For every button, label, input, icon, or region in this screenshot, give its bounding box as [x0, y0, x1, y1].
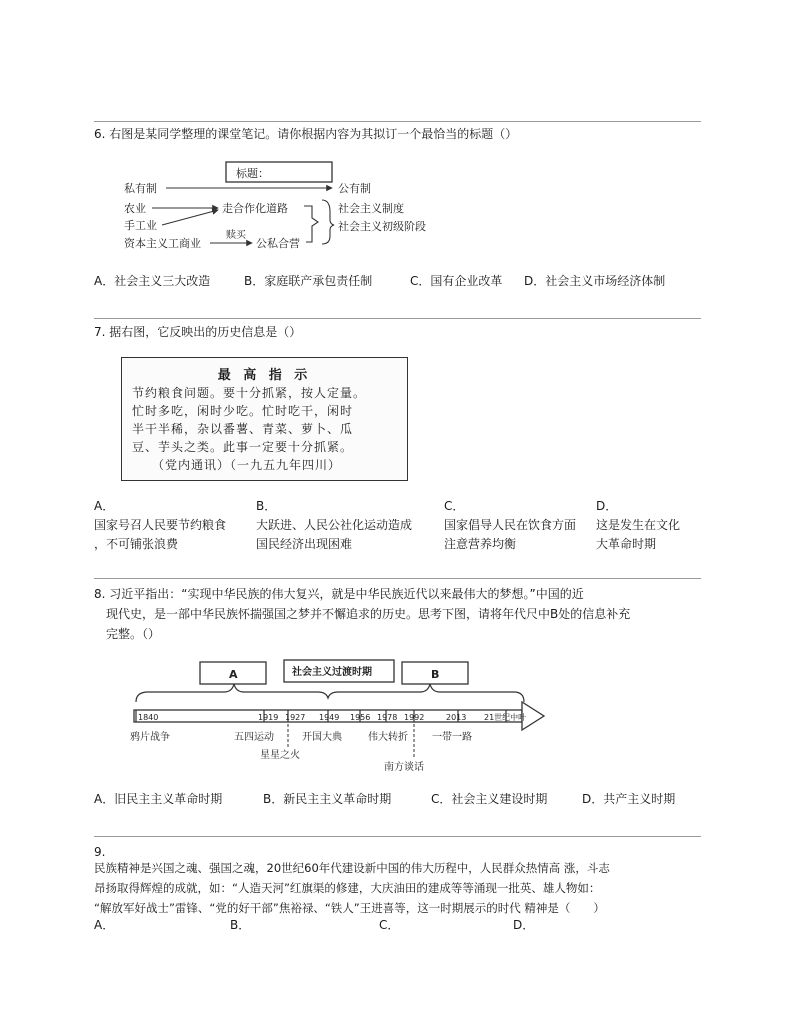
q8-stem-line-3: 完整。（） — [106, 627, 161, 641]
q8-box-b-label: B — [431, 668, 440, 681]
q8-year-8: 21世纪中叶 — [484, 713, 527, 722]
q6-option-b[interactable]: B．家庭联产承包责任制 — [244, 274, 373, 288]
q6-middle-0: 走合作化道路 — [222, 202, 288, 215]
q6-right-top: 公有制 — [338, 182, 371, 195]
q7-quote-box — [121, 357, 408, 481]
q8-event-1: 五四运动 — [234, 732, 274, 743]
q6-arrow-label: 赎买 — [226, 230, 246, 241]
q8-event-3: 伟大转折 — [368, 732, 408, 743]
q6-left-1: 农业 — [124, 202, 146, 215]
q7-option-c[interactable]: C． 国家倡导人民在饮食方面 注意营养均衡 — [444, 499, 577, 551]
q8-event-4: 一带一路 — [432, 732, 472, 743]
q9-stem-line-1: 民族精神是兴国之魂、强国之魂，20世纪60年代建设新中国的伟大历程中，人民群众热情高 涨，斗志 — [94, 861, 610, 875]
q6-option-a[interactable]: A．社会主义三大改造 — [94, 274, 211, 288]
q7-option-a[interactable]: A． 国家号召人民要节约粮食 ，不可铺张浪费 — [94, 499, 227, 551]
divider-q7 — [94, 318, 701, 319]
q8-year-4: 1956 — [350, 713, 371, 722]
q8-year-7: 2013 — [446, 713, 467, 722]
q7-quote-line-5: （党内通讯）（一九五九年四川） — [152, 458, 342, 472]
q9-option-b[interactable]: B． — [230, 918, 251, 932]
q8-option-a[interactable]: A．旧民主主义革命时期 — [94, 792, 223, 806]
q6-middle-1: 公私合营 — [256, 237, 300, 250]
q6-stem: 6. 右图是某同学整理的课堂笔记。请你根据内容为其拟订一个最恰当的标题（） — [94, 127, 518, 141]
q8-year-6: 1992 — [404, 713, 425, 722]
q9-number: 9. — [94, 845, 106, 859]
q8-timeline — [128, 652, 552, 774]
q8-year-3: 1949 — [319, 713, 340, 722]
q8-year-5: 1978 — [377, 713, 398, 722]
q6-left-0: 私有制 — [124, 182, 157, 195]
q8-year-2: 1927 — [285, 713, 306, 722]
q8-stem-line-2: 现代史，是一部中华民族怀揣强国之梦并不懈追求的历史。思考下图，请将年代尺中B处的信息补充 — [106, 607, 631, 621]
divider-q6 — [94, 121, 701, 122]
q6-right-1: 社会主义初级阶段 — [338, 220, 426, 233]
q7-quote-line-3: 半干半稀，杂以番薯、青菜、萝卜、瓜 — [132, 422, 354, 436]
q9-option-a[interactable]: A． — [94, 918, 115, 932]
q6-diagram — [118, 158, 448, 256]
q9-stem-line-3: “解放军好战士”雷锋、“党的好干部”焦裕禄、“铁人”王进喜等，这一时期展示的时代 精神是（ ） — [94, 901, 605, 915]
q7-quote-title: 最 高 指 示 — [217, 368, 312, 383]
q9-stem-line-2: 昂扬取得辉煌的成就，如：“人造天河”红旗渠的修建，大庆油田的建成等等涌现一批英、雄人物如： — [94, 881, 601, 895]
divider-q8 — [94, 578, 701, 579]
q8-event-bottom-1: 南方谈话 — [384, 762, 424, 773]
q8-box-a-label: A — [229, 668, 238, 681]
q8-event-0: 鸦片战争 — [130, 732, 170, 743]
q6-left-3: 资本主义工商业 — [124, 237, 201, 250]
q7-option-b[interactable]: B． 大跃进、人民公社化运动造成 国民经济出现困难 — [256, 499, 413, 551]
q7-quote-line-2: 忙时多吃，闲时少吃。忙时吃干，闲时 — [132, 404, 354, 418]
q7-stem: 7. 据右图，它反映出的历史信息是（） — [94, 325, 302, 339]
q7-quote-line-1: 节约粮食问题。要十分抓紧，按人定量。 — [132, 386, 367, 400]
q8-event-bottom-0: 星星之火 — [260, 750, 300, 761]
q8-option-c[interactable]: C．社会主义建设时期 — [431, 792, 548, 806]
q8-event-2: 开国大典 — [302, 732, 342, 743]
q9-option-c[interactable]: C． — [379, 918, 400, 932]
q6-right-0: 社会主义制度 — [338, 202, 404, 215]
q8-option-b[interactable]: B．新民主主义革命时期 — [263, 792, 392, 806]
q6-option-c[interactable]: C．国有企业改革 — [410, 274, 503, 288]
q6-left-2: 手工业 — [124, 219, 157, 232]
q6-title-label: 标题： — [236, 167, 269, 180]
q8-option-d[interactable]: D．共产主义时期 — [582, 792, 676, 806]
q8-box-mid-label: 社会主义过渡时期 — [292, 667, 372, 678]
q7-option-d[interactable]: D． 这是发生在文化 大革命时期 — [596, 499, 681, 551]
q6-option-d[interactable]: D．社会主义市场经济体制 — [524, 274, 666, 288]
q8-year-0: 1840 — [138, 713, 159, 722]
q8-year-1: 1919 — [258, 713, 279, 722]
q7-quote-line-4: 豆、芋头之类。此事一定要十分抓紧。 — [132, 440, 354, 454]
divider-q9 — [94, 836, 701, 837]
q8-stem-line-1: 8. 习近平指出：“实现中华民族的伟大复兴，就是中华民族近代以来最伟大的梦想。”中国的近 — [94, 587, 584, 601]
q9-option-d[interactable]: D． — [513, 918, 535, 932]
